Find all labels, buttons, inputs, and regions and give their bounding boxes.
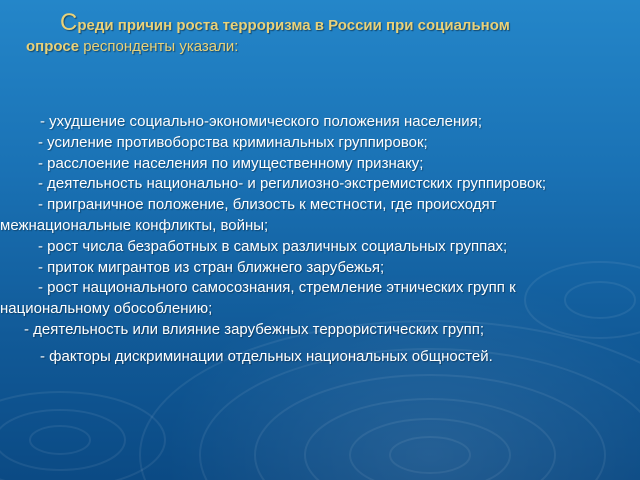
title-bold-text: реди причин роста терроризма в России при социальном (77, 17, 510, 34)
list-item: - рост числа безработных в самых различных социальных группах; (38, 237, 508, 255)
title-line-2 (26, 36, 626, 57)
list-item: - деятельность или влияние зарубежных террористических групп; (24, 320, 484, 338)
reasons-list (0, 112, 622, 368)
title-first-letter: С (60, 9, 78, 36)
list-item: - факторы дискриминации отдельных национальных общностей. (40, 347, 493, 365)
title-normal-text: респонденты указали: (79, 38, 239, 55)
slide-title (26, 9, 626, 57)
list-item: - приток мигрантов из стран ближнего зарубежья; (38, 258, 385, 276)
list-item: - рост национального самосознания, стремление этнических групп к национальному обособлению; (0, 279, 516, 318)
title-bold-text-2: опросе (26, 38, 80, 55)
list-item: - расслоение населения по имущественному признаку; (38, 154, 424, 172)
list-item: - деятельность национально- и регилиозно-экстремистских группировок; (38, 175, 547, 193)
title-line-1 (26, 9, 626, 36)
list-item: - ухудшение социально-экономического положения населения; (40, 113, 482, 130)
list-item: - приграничное положение, близость к местности, где происходят межнациональные конфликты, войны; (0, 196, 497, 234)
list-item: - усиление противоборства криминальных группировок; (38, 133, 428, 151)
